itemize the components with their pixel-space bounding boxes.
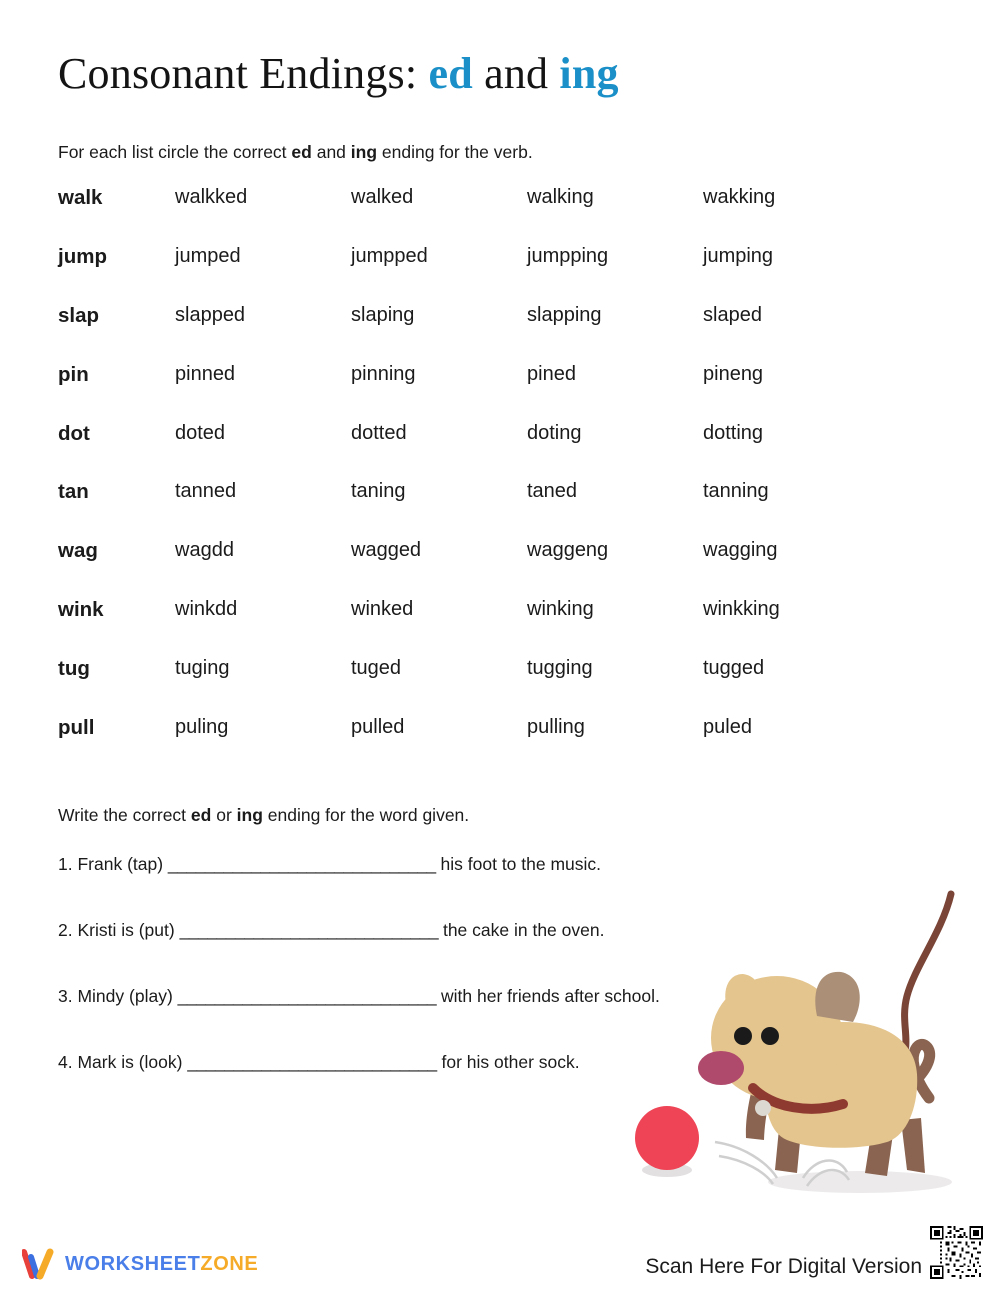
sentence-text-before: Mark is (look) bbox=[72, 1052, 188, 1072]
sentence-number: 4. bbox=[58, 1052, 73, 1072]
red-ball bbox=[635, 1106, 699, 1170]
instruction-1-bold-ing: ing bbox=[350, 142, 378, 162]
answer-blank[interactable]: ____________________________ bbox=[179, 920, 439, 940]
sentence-number: 1. bbox=[58, 854, 73, 874]
word-option[interactable]: slapping bbox=[527, 303, 602, 326]
logo-wordmark bbox=[65, 1253, 258, 1276]
word-option[interactable]: pinned bbox=[175, 362, 236, 385]
sentence-text-before: Kristi is (put) bbox=[72, 920, 180, 940]
base-word: tan bbox=[58, 480, 89, 504]
word-option[interactable]: dotted bbox=[351, 421, 407, 444]
base-word: pull bbox=[58, 716, 95, 740]
page-title-prefix: Consonant Endings: bbox=[58, 49, 429, 98]
word-option[interactable]: pinning bbox=[351, 362, 416, 385]
base-word: pin bbox=[58, 362, 89, 386]
instruction-2-bold-ed: ed bbox=[190, 805, 212, 825]
dog-collar bbox=[753, 1088, 843, 1109]
word-option[interactable]: walkked bbox=[175, 186, 248, 208]
base-word: wag bbox=[58, 539, 98, 563]
answer-blank[interactable]: ___________________________ bbox=[187, 1052, 437, 1072]
word-option[interactable]: jumping bbox=[703, 244, 774, 267]
word-option[interactable]: jumpped bbox=[351, 244, 428, 267]
dog-back-leg-far bbox=[901, 1118, 925, 1173]
bounce-arc-3 bbox=[803, 1161, 847, 1178]
bounce-arc-2 bbox=[719, 1156, 773, 1184]
answer-blank[interactable]: _____________________________ bbox=[167, 854, 436, 874]
word-option[interactable]: jumped bbox=[175, 244, 241, 267]
dog-head bbox=[711, 976, 843, 1100]
word-option[interactable]: slapped bbox=[175, 303, 246, 326]
base-word: slap bbox=[58, 303, 100, 327]
sentence-text-after: with her friends after school. bbox=[436, 986, 660, 1006]
word-option[interactable]: walked bbox=[351, 186, 414, 208]
word-option[interactable]: taning bbox=[351, 480, 406, 503]
word-option[interactable]: pulling bbox=[527, 716, 585, 739]
page-title bbox=[58, 48, 619, 99]
word-table-row bbox=[58, 422, 948, 481]
instruction-1-text-c: ending for the verb. bbox=[377, 142, 533, 162]
word-option[interactable]: wakking bbox=[703, 186, 776, 208]
word-option[interactable]: winkking bbox=[703, 598, 780, 621]
base-word: wink bbox=[58, 598, 104, 622]
bounce-arc-4 bbox=[807, 1170, 849, 1186]
instruction-2-bold-ing: ing bbox=[236, 805, 263, 825]
dog-nose bbox=[698, 1051, 744, 1085]
instruction-1-text-b: and bbox=[311, 142, 351, 162]
sentence-number: 2. bbox=[58, 920, 73, 940]
instruction-write-endings bbox=[58, 805, 469, 826]
word-option[interactable]: jumpping bbox=[527, 244, 609, 267]
word-option[interactable]: winked bbox=[351, 598, 414, 621]
dog-collar-tag bbox=[755, 1100, 771, 1116]
word-option[interactable]: tuging bbox=[175, 657, 230, 680]
sentence-text-before: Mindy (play) bbox=[72, 986, 178, 1006]
page-title-ing: ing bbox=[559, 49, 619, 98]
page-title-and: and bbox=[472, 49, 560, 98]
word-option[interactable]: puling bbox=[175, 716, 229, 739]
fill-in-sentence bbox=[58, 986, 660, 1007]
logo-zone-text: ZONE bbox=[200, 1252, 259, 1275]
word-option[interactable]: pined bbox=[527, 362, 576, 385]
logo-worksheet-text: WORKSHEET bbox=[65, 1252, 201, 1275]
dog-ear-front bbox=[725, 974, 764, 1022]
word-options-table bbox=[58, 186, 948, 775]
base-word: dot bbox=[58, 421, 90, 445]
word-option[interactable]: puled bbox=[703, 716, 752, 739]
fill-in-sentence bbox=[58, 1052, 580, 1073]
word-option[interactable]: pineng bbox=[703, 362, 764, 385]
word-option[interactable]: dotting bbox=[703, 421, 764, 444]
dog-tail bbox=[912, 1044, 930, 1098]
ball-shadow bbox=[642, 1163, 692, 1177]
base-word: walk bbox=[58, 186, 103, 209]
word-option[interactable]: waggeng bbox=[527, 539, 609, 562]
word-table-row bbox=[58, 363, 948, 422]
word-option[interactable]: taned bbox=[527, 480, 578, 503]
instruction-1-text-a: For each list circle the correct bbox=[58, 142, 292, 162]
instruction-2-text-c: ending for the word given. bbox=[262, 805, 470, 825]
qr-code-image bbox=[928, 1224, 985, 1281]
instruction-circle-endings bbox=[58, 142, 533, 163]
sentence-text-after: his foot to the music. bbox=[435, 854, 602, 874]
instruction-2-text-b: or bbox=[211, 805, 237, 825]
word-table-row bbox=[58, 539, 948, 598]
word-table-row bbox=[58, 657, 948, 716]
word-option[interactable]: tugging bbox=[527, 657, 593, 680]
instruction-1-bold-ed: ed bbox=[291, 142, 312, 162]
fill-in-sentence bbox=[58, 920, 604, 941]
qr-code[interactable] bbox=[928, 1224, 985, 1281]
sentence-text-after: the cake in the oven. bbox=[438, 920, 605, 940]
sentence-text-before: Frank (tap) bbox=[72, 854, 168, 874]
word-option[interactable]: slaped bbox=[703, 303, 762, 326]
dog-front-leg-far bbox=[746, 1066, 779, 1140]
dog-front-leg-near bbox=[775, 1108, 803, 1173]
dog-ear-back bbox=[815, 972, 859, 1022]
word-option[interactable]: winking bbox=[527, 598, 594, 621]
word-option[interactable]: doted bbox=[175, 421, 226, 444]
dog-eye-left bbox=[734, 1027, 752, 1045]
logo-w-icon bbox=[22, 1248, 56, 1280]
page-title-ed: ed bbox=[428, 49, 473, 98]
word-option[interactable]: wagging bbox=[703, 539, 778, 562]
word-table-row bbox=[58, 598, 948, 657]
word-table-row bbox=[58, 716, 948, 775]
fill-in-sentence bbox=[58, 854, 601, 875]
instruction-2-text-a: Write the correct bbox=[58, 805, 191, 825]
dog-body bbox=[765, 1022, 918, 1148]
dog-shadow bbox=[768, 1171, 952, 1193]
scan-here-label: Scan Here For Digital Version bbox=[645, 1255, 922, 1278]
word-option[interactable]: wagged bbox=[351, 539, 422, 562]
worksheet-zone-logo[interactable] bbox=[22, 1248, 258, 1280]
word-option[interactable]: winkdd bbox=[175, 598, 238, 621]
word-option[interactable]: walking bbox=[527, 186, 594, 208]
base-word: jump bbox=[58, 244, 107, 268]
word-option[interactable]: tuged bbox=[351, 657, 402, 680]
word-option[interactable]: slaping bbox=[351, 303, 415, 326]
word-option[interactable]: tanned bbox=[175, 480, 237, 503]
sentence-text-after: for his other sock. bbox=[436, 1052, 580, 1072]
word-option[interactable]: tugged bbox=[703, 657, 765, 680]
word-table-row bbox=[58, 304, 948, 363]
word-table-row bbox=[58, 480, 948, 539]
dog-with-ball-illustration bbox=[615, 870, 1000, 1200]
word-table-row bbox=[58, 245, 948, 304]
base-word: tug bbox=[58, 657, 90, 681]
word-option[interactable]: tanning bbox=[703, 480, 769, 503]
word-table-row bbox=[58, 186, 948, 245]
dog-eye-right bbox=[761, 1027, 779, 1045]
bounce-arc-1 bbox=[715, 1142, 777, 1178]
dog-back-leg-near bbox=[865, 1120, 895, 1176]
leash bbox=[847, 894, 951, 1096]
answer-blank[interactable]: ____________________________ bbox=[177, 986, 437, 1006]
word-option[interactable]: wagdd bbox=[175, 539, 234, 562]
word-option[interactable]: pulled bbox=[351, 716, 405, 739]
sentence-number: 3. bbox=[58, 986, 73, 1006]
word-option[interactable]: doting bbox=[527, 421, 582, 444]
